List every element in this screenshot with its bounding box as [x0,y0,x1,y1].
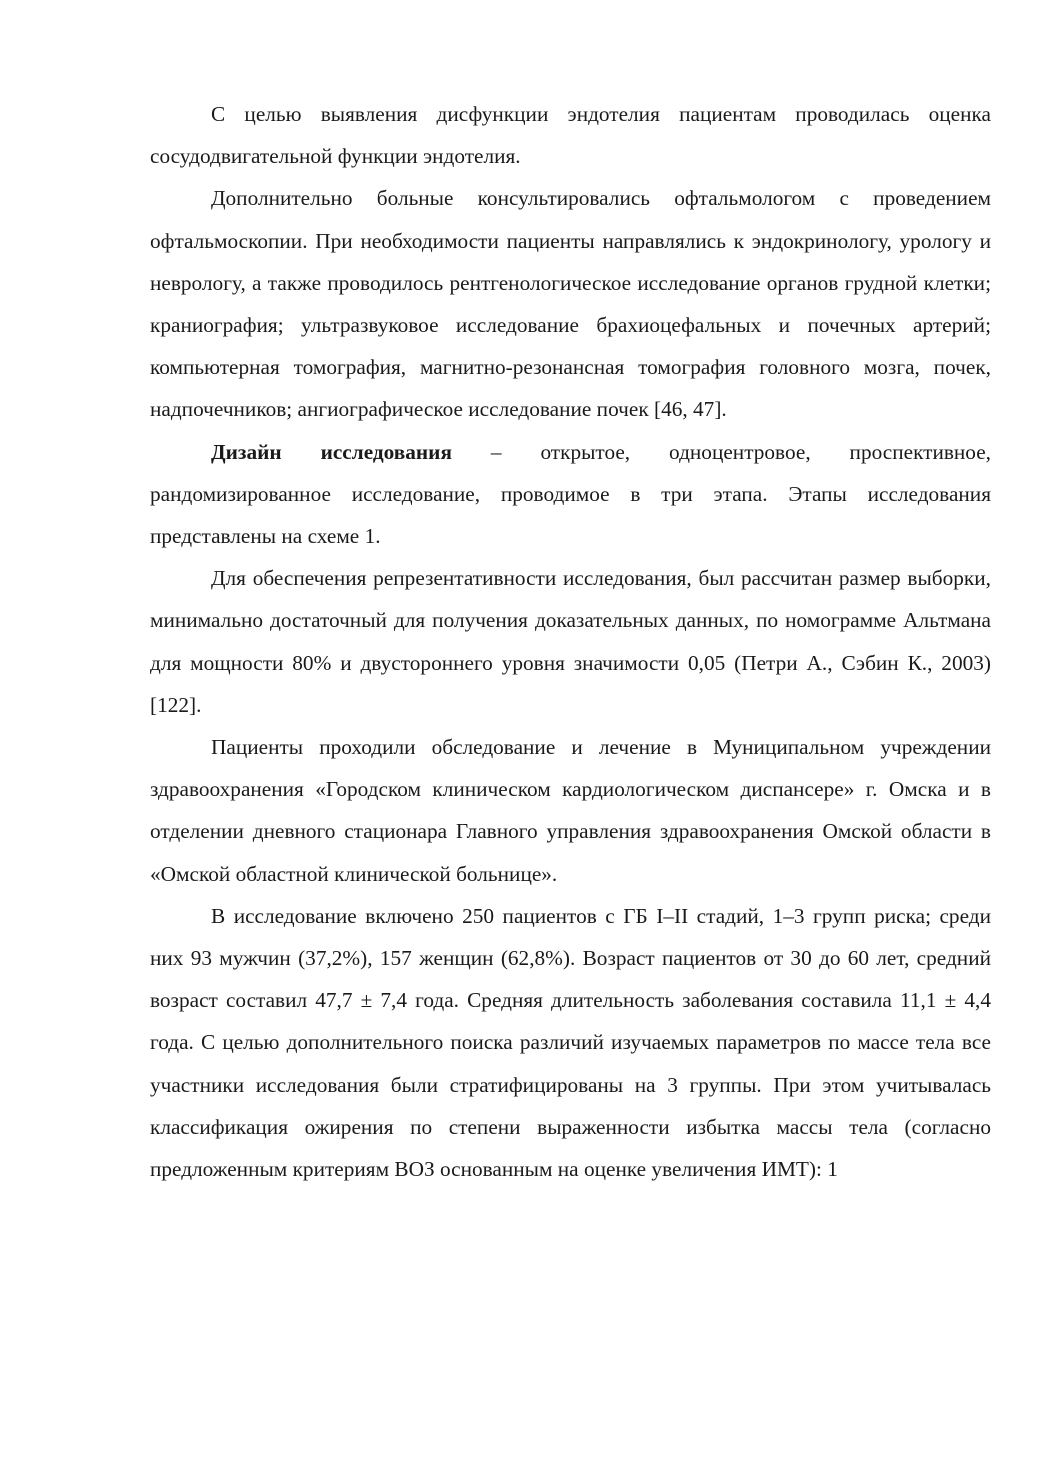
paragraph-sample-size: Для обеспечения репрезентативности исследования, был рассчитан размер выборки, минимально достаточный для получения доказательных данных, по номограмме Альтмана для мощности 80% и двустороннего уровня значимости 0,05 (Петри А., Сэбин К., 2003) [122]. [150,566,991,717]
study-design-heading: Дизайн исследования [211,439,452,464]
paragraph-endothelium-assessment: С целью выявления дисфункции эндотелия пациентам проводилась оценка сосудодвигательной функции эндотелия. [150,102,991,169]
study-design-text: – открытое, одноцентровое, проспективное, рандомизированное исследование, проводимое в три этапа. Этапы исследования представлены на схеме 1. [150,439,991,549]
paragraph-study-sites: Пациенты проходили обследование и лечение в Муниципальном учреждении здравоохранения «Городском клиническом кардиологическом диспансере» г. Омска и в отделении дневного стационара Главного управления здравоохранения Омской области в «Омской областной клинической больнице». [150,735,991,886]
paragraph-patient-characteristics: В исследование включено 250 пациентов с ГБ I–II стадий, 1–3 групп риска; среди них 93 мужчин (37,2%), 157 женщин (62,8%). Возраст пациентов от 30 до 60 лет, средний возраст составил 47,7 ± 7,4 года. Средняя длительность заболевания составила 11,1 ± 4,4 года. С целью дополнительного поиска различий изучаемых параметров по массе тела все участники исследования были стратифицированы на 3 группы. При этом учитывалась классификация ожирения по степени выраженности избытка массы тела (согласно предложенным критериям ВОЗ основанным на оценке увеличения ИМТ): 1 [150,903,991,1182]
paragraph-study-design [150,431,991,558]
document-page [150,93,991,1190]
paragraph-additional-consultations: Дополнительно больные консультировались офтальмологом с проведением офтальмоскопии. При необходимости пациенты направлялись к эндокринологу, урологу и неврологу, а также проводилось рентгенологическое исследование органов грудной клетки; краниография; ультразвуковое исследование брахиоцефальных и почечных артерий; компьютерная томография, магнитно-резонансная томография головного мозга, почек, надпочечников; ангиографическое исследование почек [46, 47]. [150,186,991,422]
